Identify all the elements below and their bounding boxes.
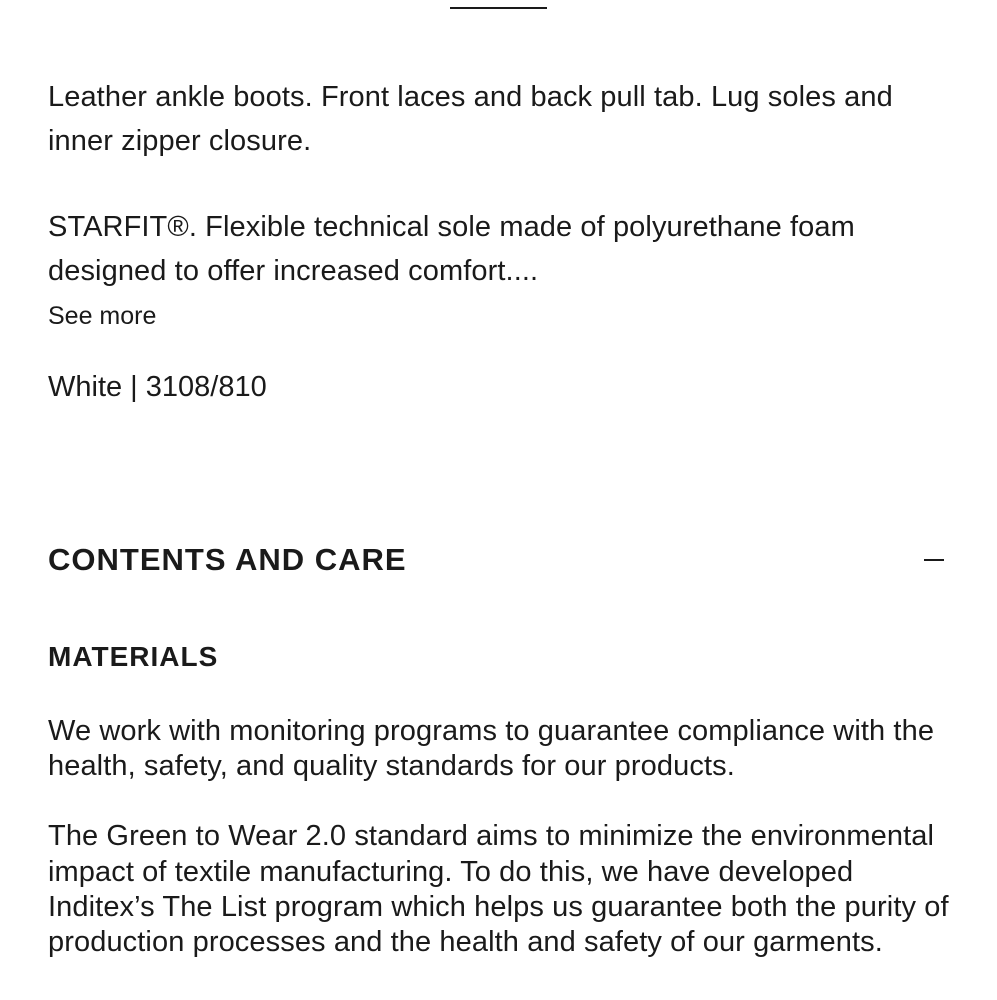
materials-paragraph-1: We work with monitoring programs to guarantee compliance with the health, safety, and quality standards for our products. — [48, 715, 935, 783]
description-paragraph-2: STARFIT®. Flexible technical sole made of polyurethane foam designed to offer increased comfort.... — [48, 211, 855, 287]
see-more-link[interactable]: See more — [48, 302, 157, 330]
description-paragraph-1: Leather ankle boots. Front laces and back pull tab. Lug soles and inner zipper closure. — [48, 81, 893, 157]
minus-icon[interactable] — [924, 559, 944, 561]
materials-paragraph-2: The Green to Wear 2.0 standard aims to minimize the environmental impact of textile manufacturing. To do this, we have developed Inditex’s The List program which helps us guarantee both the purity of production processes and the health and safety of our garments. — [48, 820, 949, 959]
product-description — [48, 76, 948, 293]
top-divider — [450, 7, 547, 9]
materials-heading: MATERIALS — [48, 641, 219, 672]
color-reference: White | 3108/810 — [48, 371, 267, 403]
contents-and-care-header[interactable] — [48, 538, 946, 582]
section-title: CONTENTS AND CARE — [48, 542, 407, 577]
materials-text — [48, 714, 958, 960]
